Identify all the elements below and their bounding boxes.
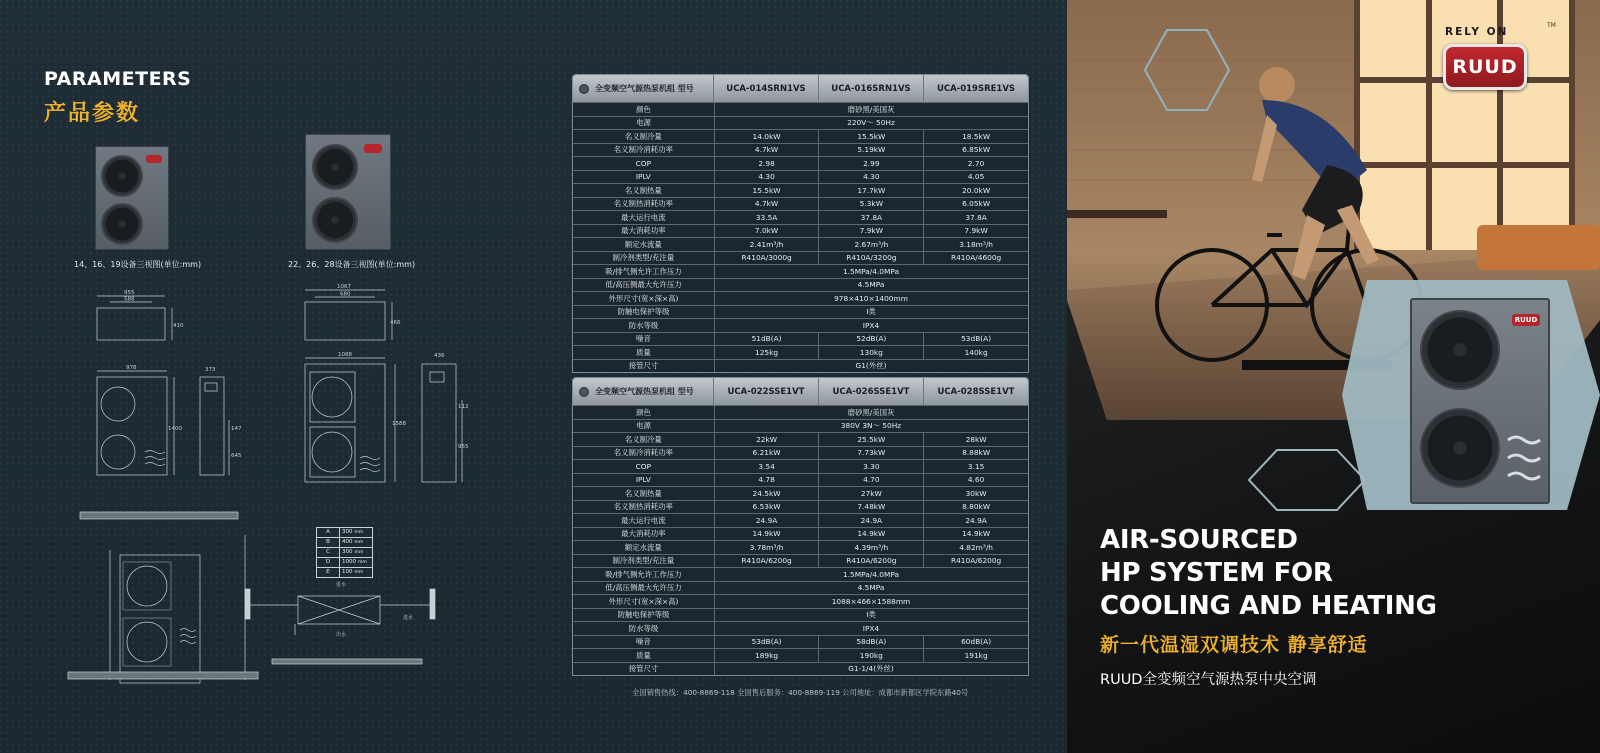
row-label: 电源 (573, 420, 715, 433)
clearance-table (316, 527, 373, 578)
row-value: 8.80kW (962, 502, 991, 512)
row-label: 防触电保护等级 (573, 306, 715, 319)
dim-410: 410 (173, 323, 184, 329)
row-value: 189kg (715, 649, 820, 662)
clearance-value: 300 (342, 529, 353, 535)
heat-pump-unit-image (1410, 298, 1550, 504)
parameters-title-cn: 产品参数 (44, 101, 141, 126)
clearance-value: 400 (342, 539, 353, 545)
row-label: 低/高压侧最大允许压力 (573, 582, 715, 595)
header-text: 全变频空气源热泵机组 型号 (595, 84, 694, 93)
clearance-value: 300 (342, 549, 353, 555)
row-label: 颜色 (573, 103, 715, 116)
fan-icon (101, 155, 143, 197)
clearance-value: 100 (342, 569, 353, 575)
table-row (573, 432, 1028, 446)
table-row (573, 635, 1028, 649)
table-row (573, 264, 1028, 278)
row-label: 名义制冷消耗功率 (573, 144, 715, 157)
parameters-title: PARAMETERS (44, 68, 192, 90)
row-value: 24.9A (965, 515, 987, 525)
row-value: 53dB(A) (715, 636, 820, 649)
hero-panel (1067, 0, 1600, 753)
header-text: UCA-016SRN1VS (831, 83, 911, 94)
row-label: 名义制热消耗功率 (573, 198, 715, 211)
row-value: 30kW (965, 488, 987, 498)
row-value: 7.0kW (715, 225, 820, 238)
dim-955-large: 955 (458, 444, 469, 450)
spec-table-three-phase (572, 377, 1029, 676)
fan-icon (1420, 310, 1500, 390)
table-header (573, 378, 1028, 405)
brand-tag-icon (364, 144, 382, 153)
dim-1588: 1588 (392, 421, 406, 427)
row-value: 2.70 (967, 158, 985, 168)
table-row (573, 405, 1028, 419)
row-value: R410A/4600g (950, 253, 1002, 263)
table-row (573, 116, 1028, 130)
row-label: 名义制热量 (573, 184, 715, 197)
clearance-unit: mm (354, 540, 364, 545)
row-value-merged: IPX4 (862, 623, 880, 633)
row-label: 接管尺寸 (573, 360, 715, 373)
row-label: 名义制冷量 (573, 433, 715, 446)
row-label: 额定水流量 (573, 238, 715, 251)
row-value: 17.7kW (819, 184, 924, 197)
row-value-merged: I类 (866, 610, 876, 620)
row-value: 4.7kW (715, 198, 820, 211)
header-text: UCA-028SSE1VT (937, 386, 1015, 397)
table-row (573, 540, 1028, 554)
row-label: 低/高压侧最大允许压力 (573, 279, 715, 292)
table-row (573, 648, 1028, 662)
row-label: COP (573, 157, 715, 170)
front-view-large (305, 352, 469, 482)
model-column-header (573, 75, 714, 102)
row-value: 53dB(A) (961, 334, 992, 344)
fan-icon (101, 203, 143, 245)
headline-line-3: COOLING AND HEATING (1100, 591, 1437, 621)
row-value-merged: 1.5MPa/4.0MPa (842, 569, 900, 579)
table-row (573, 486, 1028, 500)
row-value: 4.70 (819, 474, 924, 487)
table-row (573, 291, 1028, 305)
row-value: 60dB(A) (961, 637, 992, 647)
model-header (714, 75, 819, 102)
clearance-key: D (317, 558, 340, 567)
row-value: 4.30 (715, 171, 820, 184)
row-value: 22kW (715, 433, 820, 446)
spec-table-single-phase (572, 74, 1029, 373)
row-value: 14.9kW (715, 528, 820, 541)
clearance-row (317, 557, 372, 567)
table-row (573, 500, 1028, 514)
table-row (573, 197, 1028, 211)
fan-icon (1420, 408, 1500, 488)
row-label: 额定水流量 (573, 541, 715, 554)
row-label: 防水等级 (573, 622, 715, 635)
table-row (573, 594, 1028, 608)
row-label: 外形尺寸(宽×深×高) (573, 595, 715, 608)
clearance-row (317, 537, 372, 547)
hero-subtitle-cn: 新一代温湿双调技术 静享舒适 (1100, 634, 1368, 656)
row-label: IPLV (573, 171, 715, 184)
table-row (573, 554, 1028, 568)
row-label: 制冷剂类型/充注量 (573, 252, 715, 265)
table-row (573, 170, 1028, 184)
front-view-small (97, 365, 242, 475)
bullet-icon (579, 84, 589, 94)
dim-680: 680 (340, 291, 351, 298)
row-label: 名义制冷消耗功率 (573, 447, 715, 460)
row-value: 125kg (715, 346, 820, 359)
clearance-unit: mm (354, 550, 364, 555)
row-value: 7.9kW (964, 226, 988, 236)
ruud-logo: RUUD (1443, 44, 1527, 90)
row-value: 4.39m³/h (819, 541, 924, 554)
row-value-merged: I类 (866, 307, 876, 317)
row-value: 6.05kW (962, 199, 991, 209)
row-label: 名义制热消耗功率 (573, 501, 715, 514)
row-value-merged: 1088×466×1588mm (831, 596, 911, 606)
row-value: 24.5kW (715, 487, 820, 500)
clearance-row (317, 567, 372, 577)
clearance-row (317, 547, 372, 557)
row-label: 吸/排气侧允许工作压力 (573, 568, 715, 581)
row-value: 191kg (964, 650, 988, 660)
row-value: 130kg (819, 346, 924, 359)
row-label: 噪音 (573, 333, 715, 346)
installation-view (68, 512, 435, 683)
table-row (573, 581, 1028, 595)
unit-brand-label: RUUD (1512, 314, 1540, 326)
row-label: 最大消耗功率 (573, 528, 715, 541)
headline-line-2: HP SYSTEM FOR (1100, 558, 1333, 588)
table-row (573, 419, 1028, 433)
row-value-merged: G1-1/4(外丝) (848, 664, 894, 674)
table-row (573, 473, 1028, 487)
table-row (573, 332, 1028, 346)
table-row (573, 318, 1028, 332)
clearance-unit: mm (354, 570, 364, 575)
unit-photo-small (95, 146, 169, 250)
dim-466: 466 (390, 320, 401, 326)
row-value: 24.9A (819, 514, 924, 527)
row-value-merged: 磨砂黑/美国灰 (847, 407, 895, 417)
model-column-header (573, 378, 714, 405)
model-header (714, 378, 819, 405)
row-value: R410A/6200g (950, 556, 1002, 566)
clearance-row (317, 528, 372, 537)
row-value: 2.41m³/h (715, 238, 820, 251)
table-row (573, 251, 1028, 265)
table-row (573, 237, 1028, 251)
table-row (573, 129, 1028, 143)
model-header (819, 75, 924, 102)
row-value: R410A/6200g (715, 555, 820, 568)
row-value-merged: 380V 3N～ 50Hz (840, 421, 902, 431)
header-text: UCA-022SSE1VT (727, 386, 805, 397)
table-row (573, 210, 1028, 224)
row-value: R410A/3200g (819, 252, 924, 265)
row-value: 4.82m³/h (959, 542, 993, 552)
pipe-label-out: 出水 (336, 632, 347, 638)
rely-on-tagline: RELY ON (1445, 26, 1509, 38)
model-header (819, 378, 924, 405)
trademark-mark: TM (1547, 22, 1556, 29)
row-label: 最大运行电流 (573, 211, 715, 224)
row-value: 5.19kW (819, 144, 924, 157)
row-value: 18.5kW (962, 131, 991, 141)
row-value: 4.60 (967, 475, 985, 485)
row-label: 名义制冷量 (573, 130, 715, 143)
brand-tag-icon (146, 155, 162, 163)
row-value: 6.21kW (715, 447, 820, 460)
row-label: IPLV (573, 474, 715, 487)
pipe-label-in: 进水 (336, 582, 347, 588)
header-text: UCA-026SSE1VT (832, 386, 910, 397)
table-row (573, 608, 1028, 622)
header-text: UCA-014SRN1VS (726, 83, 806, 94)
table-row (573, 278, 1028, 292)
row-value: R410A/6200g (819, 555, 924, 568)
model-header (924, 75, 1028, 102)
row-label: COP (573, 460, 715, 473)
row-label: 制冷剂类型/充注量 (573, 555, 715, 568)
row-value: 4.30 (819, 171, 924, 184)
clearance-value: 1000 (342, 559, 356, 565)
pipe-label-in-right: 进水 (403, 615, 414, 621)
table-row (573, 459, 1028, 473)
row-value: 4.05 (967, 172, 985, 182)
table-row (573, 513, 1028, 527)
table-row (573, 183, 1028, 197)
hero-product-line: RUUD全变频空气源热泵中央空调 (1100, 672, 1317, 688)
row-value: 3.78m³/h (715, 541, 820, 554)
fan-icon (312, 197, 358, 243)
row-value-merged: 4.5MPa (857, 280, 885, 290)
row-value-merged: 磨砂黑/美国灰 (847, 104, 895, 114)
row-value: 14.9kW (962, 529, 991, 539)
row-value: 140kg (964, 347, 988, 357)
top-view-small (97, 290, 184, 340)
table-row (573, 621, 1028, 635)
drawing-caption-large: 22、26、28设备三视图(单位:mm) (288, 260, 416, 269)
dim-1400: 1400 (168, 426, 182, 432)
dim-112: 112 (458, 404, 469, 410)
row-value-merged: 4.5MPa (857, 583, 885, 593)
header-text: 全变频空气源热泵机组 型号 (595, 387, 694, 396)
bullet-icon (579, 387, 589, 397)
row-value: 3.30 (819, 460, 924, 473)
unit-photo-large (305, 134, 391, 250)
table-row (573, 305, 1028, 319)
table-row (573, 527, 1028, 541)
row-value: 5.3kW (819, 198, 924, 211)
row-value: 3.15 (967, 461, 985, 471)
vent-wave-icon (1506, 430, 1546, 490)
row-value: 20.0kW (962, 185, 991, 195)
row-value-merged: 1.5MPa/4.0MPa (842, 266, 900, 276)
row-value: 15.5kW (819, 130, 924, 143)
row-value: 6.53kW (715, 501, 820, 514)
dim-978: 978 (126, 365, 137, 371)
table-row (573, 143, 1028, 157)
dim-373: 373 (205, 367, 216, 373)
clearance-key: B (317, 538, 340, 547)
row-value: 14.0kW (715, 130, 820, 143)
dim-645: 645 (231, 453, 242, 459)
headline-line-1: AIR-SOURCED (1100, 525, 1298, 555)
row-value-merged: G1(外丝) (855, 361, 887, 371)
row-value: 8.88kW (962, 448, 991, 458)
table-row (573, 359, 1028, 373)
row-value: 37.8A (819, 211, 924, 224)
dim-1067: 1067 (337, 284, 351, 290)
row-value: 37.8A (965, 212, 987, 222)
drawing-caption-small: 14、16、19设备三视图(单位:mm) (74, 260, 202, 269)
row-value-merged: IPX4 (862, 320, 880, 330)
row-value: 190kg (819, 649, 924, 662)
dim-436: 436 (434, 353, 445, 359)
fan-icon (312, 144, 358, 190)
row-value: 4.78 (715, 474, 820, 487)
hero-headline (1100, 524, 1437, 623)
row-label: 名义制热量 (573, 487, 715, 500)
clearance-key: A (317, 528, 340, 537)
row-label: 外形尺寸(宽×深×高) (573, 292, 715, 305)
dim-147: 147 (231, 426, 242, 432)
row-value: 24.9A (715, 514, 820, 527)
row-value: 7.9kW (819, 225, 924, 238)
row-value: 14.9kW (819, 528, 924, 541)
table-row (573, 446, 1028, 460)
table-row (573, 345, 1028, 359)
row-label: 接管尺寸 (573, 663, 715, 676)
top-view-large (305, 284, 401, 340)
row-value: 52dB(A) (819, 333, 924, 346)
table-row (573, 567, 1028, 581)
row-value: R410A/3000g (715, 252, 820, 265)
table-row (573, 662, 1028, 676)
dim-955: 955 (124, 290, 135, 296)
row-value: 25.5kW (819, 433, 924, 446)
table-row (573, 224, 1028, 238)
dim-588: 588 (124, 296, 135, 303)
row-value: 27kW (819, 487, 924, 500)
technical-drawings (0, 280, 470, 720)
row-value: 2.98 (715, 157, 820, 170)
model-header (924, 378, 1028, 405)
row-label: 噪音 (573, 636, 715, 649)
row-value: 7.48kW (819, 501, 924, 514)
row-value: 33.5A (715, 211, 820, 224)
row-value: 3.54 (715, 460, 820, 473)
row-value: 15.5kW (715, 184, 820, 197)
contact-footer: 全国销售热线：400-8869-118 全国售后服务：400-8869-119 公司地址：成都市新都区学院东路40号 (632, 688, 969, 697)
table-row (573, 102, 1028, 116)
row-value: 6.85kW (962, 145, 991, 155)
row-value: 51dB(A) (715, 333, 820, 346)
header-text: UCA-019SRE1VS (936, 83, 1016, 94)
row-label: 吸/排气侧允许工作压力 (573, 265, 715, 278)
row-label: 最大运行电流 (573, 514, 715, 527)
row-label: 最大消耗功率 (573, 225, 715, 238)
row-value: 28kW (965, 434, 987, 444)
row-value: 2.67m³/h (819, 238, 924, 251)
table-header (573, 75, 1028, 102)
clearance-key: C (317, 548, 340, 557)
row-value: 58dB(A) (819, 636, 924, 649)
row-value: 3.18m³/h (959, 239, 993, 249)
clearance-unit: mm (358, 560, 367, 565)
row-label: 质量 (573, 346, 715, 359)
row-value-merged: 220V～ 50Hz (847, 118, 895, 128)
row-value: 2.99 (819, 157, 924, 170)
row-value-merged: 978×410×1400mm (834, 293, 908, 303)
table-row (573, 156, 1028, 170)
row-value: 7.73kW (819, 447, 924, 460)
dim-1088: 1088 (338, 352, 352, 358)
clearance-key: E (317, 568, 340, 577)
row-label: 质量 (573, 649, 715, 662)
row-value: 4.7kW (715, 144, 820, 157)
row-label: 防触电保护等级 (573, 609, 715, 622)
row-label: 颜色 (573, 406, 715, 419)
clearance-unit: mm (354, 530, 364, 535)
row-label: 电源 (573, 117, 715, 130)
row-label: 防水等级 (573, 319, 715, 332)
